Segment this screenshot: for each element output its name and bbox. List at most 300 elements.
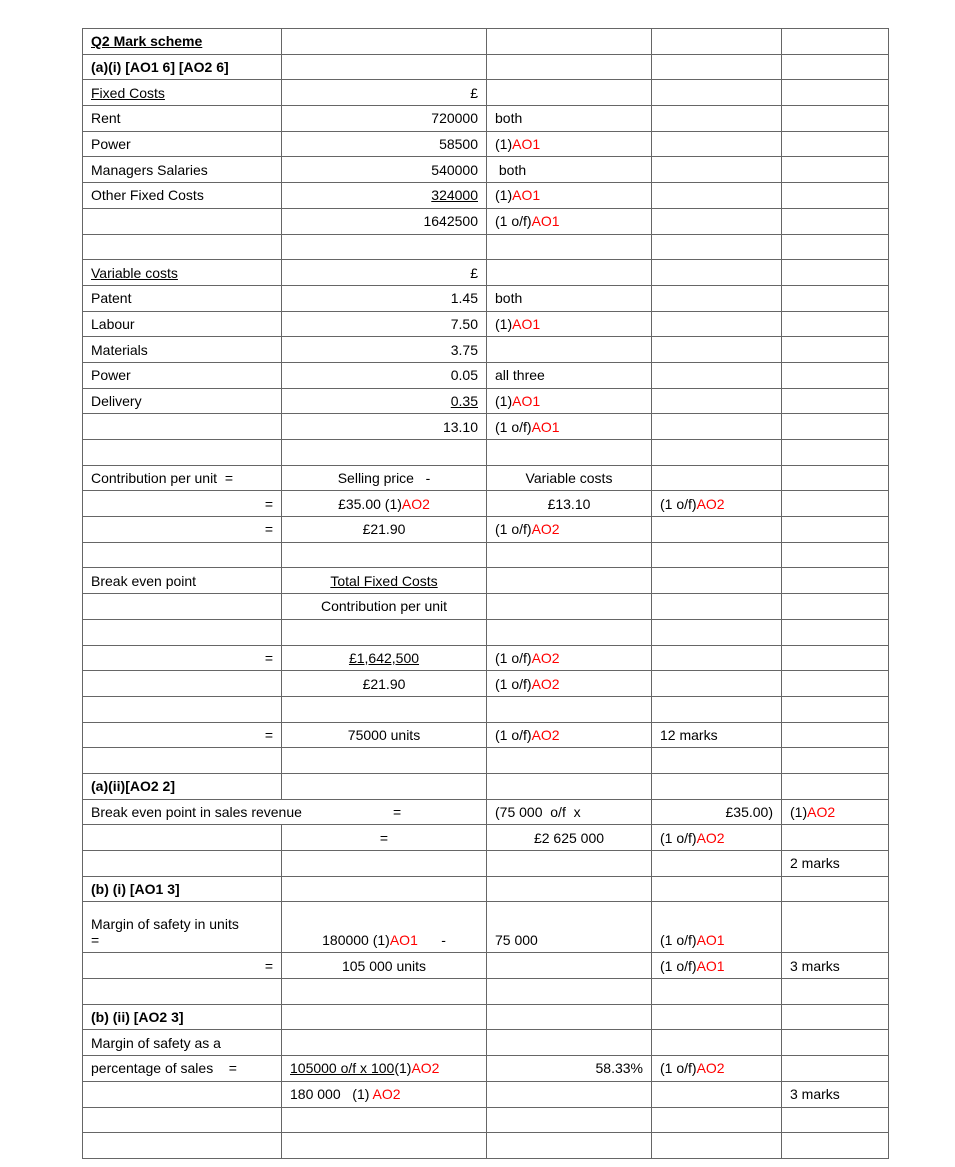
cell-text: (a)(ii)[AO2 2]	[91, 778, 175, 795]
table-cell	[782, 208, 889, 234]
table-cell	[282, 517, 487, 543]
cell-text: 1642500	[423, 213, 478, 230]
table-cell	[282, 465, 487, 491]
table-cell	[487, 208, 652, 234]
cell-text: £1,642,500	[348, 649, 420, 666]
table-cell	[83, 1056, 282, 1082]
cell-text: (1 o/f)	[660, 829, 697, 846]
table-cell	[652, 696, 782, 722]
table-cell	[782, 106, 889, 132]
cell-text: both	[495, 161, 527, 178]
table-cell	[487, 29, 652, 55]
table-cell	[487, 696, 652, 722]
table-cell	[487, 799, 652, 825]
cell-text: Materials	[91, 341, 148, 358]
table-cell	[782, 1133, 889, 1159]
cell-text: 180000 (1)	[322, 932, 390, 949]
table-row	[83, 362, 889, 388]
table-cell	[487, 80, 652, 106]
cell-text: £21.90	[362, 521, 406, 538]
mark-scheme-table	[82, 28, 889, 1159]
table-cell	[83, 902, 282, 953]
cell-text: 0.35	[450, 392, 478, 409]
table-cell	[782, 465, 889, 491]
table-cell	[782, 311, 889, 337]
table-cell	[782, 619, 889, 645]
table-cell	[282, 979, 487, 1005]
table-cell	[282, 1056, 487, 1082]
table-cell	[487, 722, 652, 748]
table-cell	[652, 414, 782, 440]
table-cell	[83, 440, 282, 466]
table-cell	[652, 825, 782, 851]
table-cell	[282, 440, 487, 466]
table-cell	[282, 54, 487, 80]
table-cell	[652, 594, 782, 620]
cell-text: £	[470, 84, 478, 101]
table-row	[83, 131, 889, 157]
cell-text: Q2 Mark scheme	[91, 33, 203, 50]
table-cell	[487, 337, 652, 363]
table-cell	[282, 594, 487, 620]
table-cell	[782, 1056, 889, 1082]
table-cell	[782, 799, 889, 825]
assessment-objective-label: AO1	[696, 957, 725, 974]
table-cell	[782, 414, 889, 440]
cell-text: (1)	[495, 392, 513, 409]
table-cell	[652, 1030, 782, 1056]
table-cell	[782, 722, 889, 748]
table-cell	[487, 876, 652, 902]
table-cell	[83, 285, 282, 311]
table-cell	[782, 440, 889, 466]
table-row	[83, 388, 889, 414]
table-cell	[282, 902, 487, 953]
cell-text: Variable costs	[525, 470, 613, 487]
table-row	[83, 1133, 889, 1159]
cell-text: (1)	[495, 187, 513, 204]
table-row	[83, 465, 889, 491]
table-cell	[652, 388, 782, 414]
assessment-objective-label: AO1	[531, 418, 560, 435]
table-cell	[782, 979, 889, 1005]
table-row	[83, 234, 889, 260]
table-cell	[487, 619, 652, 645]
table-cell	[83, 619, 282, 645]
table-cell	[487, 285, 652, 311]
cell-text: (1 o/f)	[495, 418, 532, 435]
cell-text: £21.90	[362, 675, 406, 692]
table-cell	[487, 1004, 652, 1030]
table-cell	[83, 568, 282, 594]
table-cell	[282, 1030, 487, 1056]
cell-text: Delivery	[91, 392, 142, 409]
table-cell	[282, 131, 487, 157]
table-cell	[487, 491, 652, 517]
table-cell	[652, 440, 782, 466]
table-cell	[83, 311, 282, 337]
cell-text: Power	[91, 367, 131, 384]
assessment-objective-label: AO1	[696, 932, 725, 949]
table-cell	[282, 953, 487, 979]
table-cell	[83, 851, 282, 877]
table-cell	[782, 80, 889, 106]
cell-text: Contribution per unit =	[91, 470, 234, 487]
table-cell	[282, 876, 487, 902]
table-cell	[487, 542, 652, 568]
table-row	[83, 414, 889, 440]
table-cell	[282, 619, 487, 645]
table-cell	[782, 234, 889, 260]
table-cell	[782, 388, 889, 414]
assessment-objective-label: AO2	[372, 1086, 401, 1103]
table-row	[83, 568, 889, 594]
table-cell	[652, 491, 782, 517]
table-cell	[487, 234, 652, 260]
table-cell	[282, 80, 487, 106]
table-cell	[782, 54, 889, 80]
table-row	[83, 54, 889, 80]
table-cell	[282, 748, 487, 774]
cell-text: Total Fixed Costs	[330, 572, 438, 589]
cell-text: Variable costs	[91, 264, 178, 281]
table-cell	[652, 517, 782, 543]
table-cell	[782, 671, 889, 697]
table-cell	[282, 491, 487, 517]
table-cell	[652, 208, 782, 234]
table-cell	[652, 1133, 782, 1159]
table-cell	[83, 131, 282, 157]
table-cell	[83, 465, 282, 491]
table-row	[83, 337, 889, 363]
cell-text: =	[379, 829, 389, 846]
table-cell	[83, 362, 282, 388]
cell-text: 324000	[431, 187, 478, 204]
cell-text: Margin of safety in units =	[91, 916, 239, 949]
table-cell	[487, 773, 652, 799]
table-cell	[487, 1081, 652, 1107]
table-cell	[782, 1030, 889, 1056]
table-cell	[83, 337, 282, 363]
table-row	[83, 260, 889, 286]
table-cell	[782, 542, 889, 568]
table-cell	[83, 953, 282, 979]
table-cell	[487, 645, 652, 671]
table-row	[83, 311, 889, 337]
table-cell	[282, 825, 487, 851]
assessment-objective-label: AO2	[531, 726, 560, 743]
table-cell	[652, 568, 782, 594]
cell-text: 105000 o/f x 100	[290, 1060, 395, 1077]
table-row	[83, 208, 889, 234]
assessment-objective-label: AO2	[531, 521, 560, 538]
table-cell	[83, 542, 282, 568]
table-cell	[282, 234, 487, 260]
cell-text: Contribution per unit	[320, 598, 448, 615]
cell-text: =	[264, 649, 273, 666]
table-cell	[282, 696, 487, 722]
cell-text: 75 000	[495, 932, 538, 949]
table-row	[83, 594, 889, 620]
table-cell	[83, 80, 282, 106]
table-cell	[782, 157, 889, 183]
cell-text: 58.33%	[595, 1060, 643, 1077]
table-cell	[83, 157, 282, 183]
table-row	[83, 876, 889, 902]
table-cell	[652, 902, 782, 953]
table-cell	[782, 131, 889, 157]
cell-text: (1 o/f)	[495, 675, 532, 692]
table-cell	[652, 722, 782, 748]
table-cell	[487, 517, 652, 543]
cell-text: 180 000 (1)	[290, 1086, 373, 1103]
table-row	[83, 440, 889, 466]
cell-text: 1.45	[450, 290, 478, 307]
table-row	[83, 979, 889, 1005]
table-cell	[782, 645, 889, 671]
table-cell	[282, 851, 487, 877]
table-cell	[487, 902, 652, 953]
table-row	[83, 106, 889, 132]
table-cell	[487, 157, 652, 183]
cell-text: (1)	[495, 315, 513, 332]
assessment-objective-label: AO1	[531, 213, 560, 230]
table-cell	[652, 773, 782, 799]
table-cell	[652, 285, 782, 311]
cell-text: both	[495, 290, 523, 307]
table-cell	[487, 825, 652, 851]
table-cell	[782, 29, 889, 55]
table-row	[83, 1107, 889, 1133]
table-row	[83, 542, 889, 568]
table-cell	[652, 337, 782, 363]
table-cell	[782, 183, 889, 209]
table-cell	[83, 748, 282, 774]
table-cell	[487, 260, 652, 286]
table-row	[83, 183, 889, 209]
cell-text: (1)	[790, 803, 808, 820]
cell-text: 3.75	[450, 341, 478, 358]
table-row	[83, 157, 889, 183]
cell-text: =	[264, 495, 273, 512]
cell-text: 720000	[431, 110, 478, 127]
table-row	[83, 748, 889, 774]
cell-text: £35.00)	[725, 803, 773, 820]
table-row	[83, 953, 889, 979]
assessment-objective-label: AO1	[512, 315, 541, 332]
table-cell	[282, 568, 487, 594]
table-cell	[487, 671, 652, 697]
table-cell	[487, 465, 652, 491]
table-cell	[282, 773, 487, 799]
table-cell	[652, 799, 782, 825]
table-cell	[83, 594, 282, 620]
table-cell	[83, 876, 282, 902]
cell-text: 12 marks	[660, 726, 718, 743]
table-cell	[652, 645, 782, 671]
table-cell	[487, 748, 652, 774]
table-cell	[282, 106, 487, 132]
cell-text: £13.10	[547, 495, 591, 512]
table-cell	[282, 542, 487, 568]
table-cell	[83, 1081, 282, 1107]
cell-text: 75000 units	[347, 726, 421, 743]
cell-text: Power	[91, 136, 131, 153]
cell-text: (1 o/f)	[495, 726, 532, 743]
cell-text: (1 o/f)	[495, 213, 532, 230]
table-cell	[652, 362, 782, 388]
table-cell	[83, 54, 282, 80]
cell-text: Break even point	[91, 572, 197, 589]
table-row	[83, 1081, 889, 1107]
table-cell	[83, 414, 282, 440]
cell-text: £2 625 000	[533, 829, 605, 846]
cell-text: 13.10	[442, 418, 478, 435]
table-cell	[652, 851, 782, 877]
table-cell	[83, 260, 282, 286]
table-cell	[652, 183, 782, 209]
cell-text: =	[264, 521, 273, 538]
table-row	[83, 1004, 889, 1030]
table-cell	[83, 979, 282, 1005]
table-row	[83, 799, 889, 825]
table-cell	[487, 362, 652, 388]
table-cell	[83, 234, 282, 260]
table-cell	[652, 876, 782, 902]
mark-scheme-body	[83, 29, 889, 1159]
table-cell	[83, 517, 282, 543]
cell-text: 105 000 units	[341, 957, 427, 974]
table-cell	[652, 542, 782, 568]
cell-text: =	[264, 957, 273, 974]
table-cell	[487, 851, 652, 877]
table-cell	[652, 953, 782, 979]
cell-text: £	[470, 264, 478, 281]
table-cell	[282, 722, 487, 748]
cell-text: both	[495, 110, 523, 127]
table-cell	[282, 337, 487, 363]
table-cell	[282, 645, 487, 671]
table-cell	[487, 183, 652, 209]
table-cell	[282, 671, 487, 697]
assessment-objective-label: AO1	[512, 136, 541, 153]
table-cell	[83, 696, 282, 722]
assessment-objective-label: AO2	[531, 675, 560, 692]
table-cell	[487, 568, 652, 594]
table-cell	[487, 311, 652, 337]
cell-text: Break even point in sales revenue	[91, 803, 302, 820]
cell-text: (1 o/f)	[660, 932, 697, 949]
table-cell	[487, 54, 652, 80]
assessment-objective-label: AO2	[807, 803, 836, 820]
table-cell	[652, 311, 782, 337]
table-cell	[487, 106, 652, 132]
cell-text: Selling price -	[337, 470, 431, 487]
table-cell	[83, 722, 282, 748]
table-cell	[487, 131, 652, 157]
table-cell	[782, 825, 889, 851]
cell-text: 540000	[431, 161, 478, 178]
table-cell	[782, 902, 889, 953]
cell-text: Labour	[91, 315, 135, 332]
table-cell	[782, 953, 889, 979]
table-row	[83, 619, 889, 645]
table-cell	[652, 106, 782, 132]
cell-text: Other Fixed Costs	[91, 187, 204, 204]
table-cell	[652, 54, 782, 80]
table-cell	[282, 414, 487, 440]
table-cell	[782, 748, 889, 774]
table-row	[83, 722, 889, 748]
cell-text: 7.50	[450, 315, 478, 332]
table-cell	[282, 208, 487, 234]
assessment-objective-label: AO1	[512, 392, 541, 409]
table-cell	[282, 1004, 487, 1030]
table-cell	[282, 362, 487, 388]
cell-text: -	[417, 932, 446, 949]
table-row	[83, 902, 889, 953]
table-cell	[83, 1133, 282, 1159]
table-cell	[782, 568, 889, 594]
table-cell	[782, 491, 889, 517]
cell-text: (1)	[394, 1060, 412, 1077]
table-cell	[487, 440, 652, 466]
table-cell	[652, 1004, 782, 1030]
cell-text: =	[264, 726, 273, 743]
table-cell	[652, 234, 782, 260]
assessment-objective-label: AO2	[401, 495, 430, 512]
assessment-objective-label: AO2	[696, 495, 725, 512]
table-cell	[782, 876, 889, 902]
table-cell	[83, 29, 282, 55]
assessment-objective-label: AO2	[531, 649, 560, 666]
cell-text: Patent	[91, 290, 132, 307]
table-cell	[83, 1107, 282, 1133]
table-cell	[487, 979, 652, 1005]
cell-text: all three	[495, 367, 545, 384]
table-cell	[652, 465, 782, 491]
table-cell	[652, 619, 782, 645]
table-cell	[652, 671, 782, 697]
table-cell	[83, 645, 282, 671]
assessment-objective-label: AO1	[512, 187, 541, 204]
table-cell	[782, 594, 889, 620]
table-row	[83, 29, 889, 55]
table-cell	[487, 388, 652, 414]
assessment-objective-label: AO2	[696, 829, 725, 846]
cell-text: Margin of safety as a	[91, 1034, 221, 1051]
table-cell	[782, 1107, 889, 1133]
cell-text: Rent	[91, 110, 121, 127]
cell-text: £35.00 (1)	[338, 495, 402, 512]
table-row	[83, 285, 889, 311]
cell-text: 3 marks	[790, 1086, 840, 1103]
cell-text: 58500	[439, 136, 478, 153]
cell-text: percentage of sales =	[91, 1060, 237, 1077]
table-row	[83, 80, 889, 106]
table-cell	[782, 260, 889, 286]
cell-text: (1 o/f)	[495, 649, 532, 666]
table-cell	[782, 285, 889, 311]
table-cell	[487, 1030, 652, 1056]
table-row	[83, 1030, 889, 1056]
table-cell	[782, 1004, 889, 1030]
table-cell	[282, 1081, 487, 1107]
assessment-objective-label: AO2	[696, 1060, 725, 1077]
table-cell	[83, 825, 282, 851]
table-cell	[782, 517, 889, 543]
table-cell	[83, 799, 487, 825]
